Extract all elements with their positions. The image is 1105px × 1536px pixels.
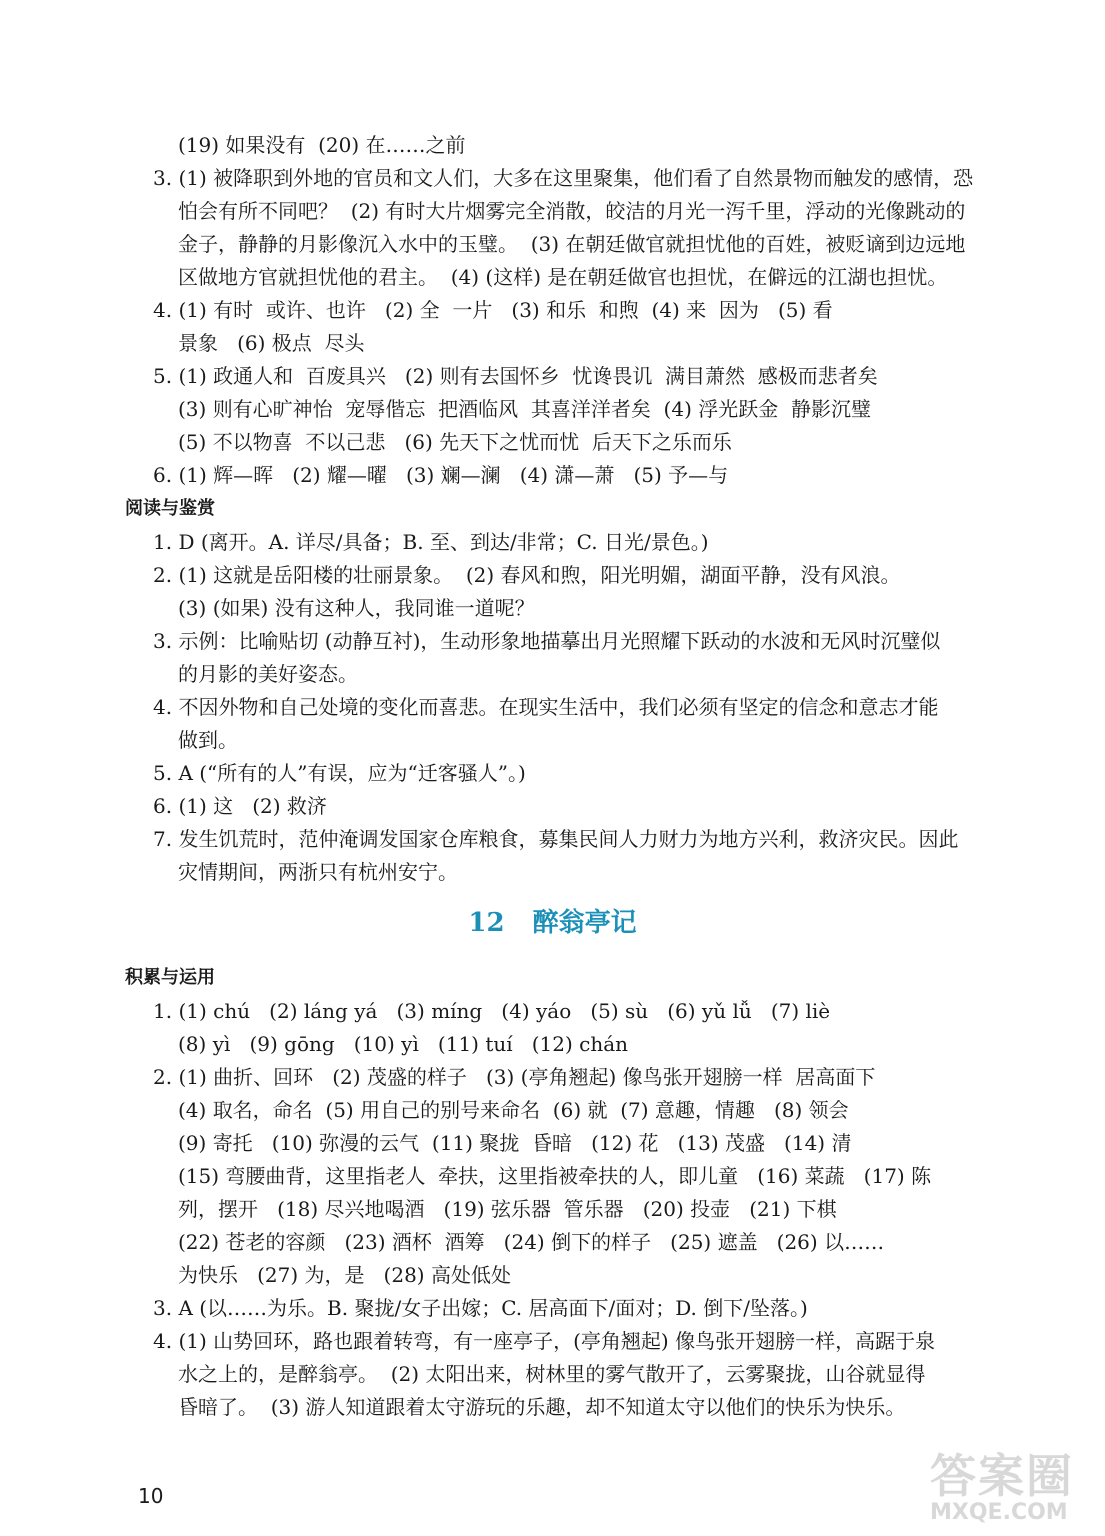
text-line: 7. 发生饥荒时，范仲淹调发国家仓库粮食，募集民间人力财力为地方兴利，救济灾民。因此 (153, 827, 959, 851)
watermark-text: 答案圈 (930, 1449, 1074, 1503)
text-line: 4. 不因外物和自己处境的变化而喜悲。在现实生活中，我们必须有坚定的信念和意志才能 (153, 695, 939, 719)
text-line: 做到。 (178, 728, 238, 752)
text-line: 3. (1) 被降职到外地的官员和文人们，大多在这里聚集，他们看了自然景物而触发的感情，恐 (153, 166, 974, 190)
lesson-title (0, 906, 1105, 940)
text-line: 2. (1) 曲折、回环 (2) 茂盛的样子 (3) (亭角翘起) 像鸟张开翅膀一样 居高面下 (153, 1065, 876, 1089)
text-line: (3) 则有心旷神怡 宠辱偕忘 把酒临风 其喜洋洋者矣 (4) 浮光跃金 静影沉璧 (178, 397, 871, 421)
text-line: 水之上的，是醉翁亭。 (2) 太阳出来，树林里的雾气散开了，云雾聚拢，山谷就显得 (178, 1362, 926, 1386)
text-line: 昏暗了。 (3) 游人知道跟着太守游玩的乐趣，却不知道太守以他们的快乐为快乐。 (178, 1395, 906, 1419)
text-line: (5) 不以物喜 不以己悲 (6) 先天下之忧而忧 后天下之乐而乐 (178, 430, 732, 454)
section-heading-reading: 阅读与鉴赏 (125, 498, 215, 519)
text-line: (8) yì (9) gōng (10) yì (11) tuí (12) chán (178, 1032, 629, 1056)
text-line: 3. A (以……为乐。B. 聚拢/女子出嫁；C. 居高面下/面对；D. 倒下/坠落。) (153, 1296, 808, 1320)
text-line: 灾情期间，两浙只有杭州安宁。 (178, 860, 458, 884)
text-line: (19) 如果没有 (20) 在……之前 (178, 133, 466, 157)
text-line: 4. (1) 有时 或许、也许 (2) 全 一片 (3) 和乐 和煦 (4) 来 因为 (5) 看 (153, 298, 833, 322)
watermark-logo (930, 1440, 1090, 1530)
text-line: 怕会有所不同吧？ (2) 有时大片烟雾完全消散，皎洁的月光一泻千里，浮动的光像跳动的 (178, 199, 966, 223)
section-heading-accumulation: 积累与运用 (125, 967, 215, 988)
text-line: 列，摆开 (18) 尽兴地喝酒 (19) 弦乐器 管乐器 (20) 投壶 (21) 下棋 (178, 1197, 837, 1221)
text-line: 5. (1) 政通人和 百废具兴 (2) 则有去国怀乡 忧谗畏讥 满目萧然 感极而悲者矣 (153, 364, 878, 388)
watermark-url: MXQE.COM (930, 1500, 1068, 1525)
text-line: (15) 弯腰曲背，这里指老人 牵扶，这里指被牵扶的人，即儿童 (16) 菜蔬 (17) 陈 (178, 1164, 932, 1188)
text-line: (22) 苍老的容颜 (23) 酒杯 酒筹 (24) 倒下的样子 (25) 遮盖 (26) 以…… (178, 1230, 885, 1254)
page-number: 10 (138, 1484, 164, 1508)
text-line: 金子，静静的月影像沉入水中的玉璧。 (3) 在朝廷做官就担忧他的百姓，被贬谪到边远地 (178, 232, 966, 256)
text-line: (4) 取名，命名 (5) 用自己的别号来命名 (6) 就 (7) 意趣，情趣 (8) 领会 (178, 1098, 849, 1122)
text-line: 5. A (“所有的人”有误，应为“迁客骚人”。) (153, 761, 526, 785)
text-line: 1. D (离开。A. 详尽/具备；B. 至、到达/非常；C. 日光/景色。) (153, 530, 709, 554)
text-line: 2. (1) 这就是岳阳楼的壮丽景象。 (2) 春风和煦，阳光明媚，湖面平静，没有风浪。 (153, 563, 901, 587)
text-line: 区做地方官就担忧他的君主。 (4) (这样) 是在朝廷做官也担忧，在僻远的江湖也担忧。 (178, 265, 948, 289)
text-line: 景象 (6) 极点 尽头 (178, 331, 365, 355)
lesson-name: 醉翁亭记 (532, 908, 637, 938)
text-line: 6. (1) 辉—晖 (2) 耀—曜 (3) 斓—澜 (4) 潇—萧 (5) 予—与 (153, 463, 729, 487)
text-line: 的月影的美好姿态。 (178, 662, 358, 686)
text-line: 4. (1) 山势回环，路也跟着转弯，有一座亭子，(亭角翘起) 像鸟张开翅膀一样，高踞于泉 (153, 1329, 936, 1353)
lesson-number: 12 (468, 908, 505, 938)
text-line: (3) (如果) 没有这种人，我同谁一道呢？ (178, 596, 535, 620)
text-line: 1. (1) chú (2) láng yá (3) míng (4) yáo (5) sù (6) yǔ lǚ (7) liè (153, 999, 831, 1023)
text-line: 6. (1) 这 (2) 救济 (153, 794, 327, 818)
text-line: 为快乐 (27) 为，是 (28) 高处低处 (178, 1263, 511, 1287)
text-line: (9) 寄托 (10) 弥漫的云气 (11) 聚拢 昏暗 (12) 花 (13) 茂盛 (14) 清 (178, 1131, 852, 1155)
text-line: 3. 示例：比喻贴切 (动静互衬)，生动形象地描摹出月光照耀下跃动的水波和无风时沉璧似 (153, 629, 941, 653)
